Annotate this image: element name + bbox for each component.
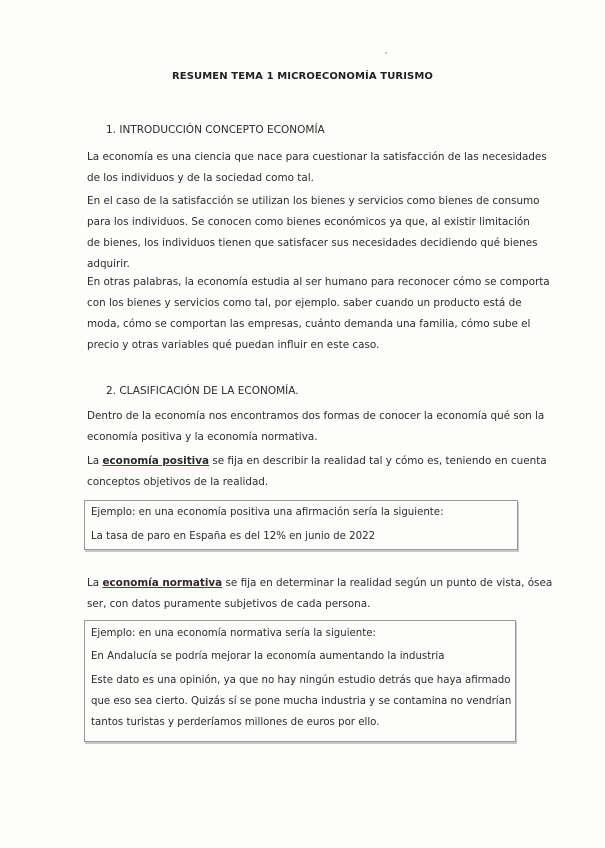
normativa-paragraph (87, 573, 553, 615)
prefix-text: La (87, 577, 103, 589)
definition-text: se fija en determinar la realidad según un punto de vista, ósea (222, 577, 553, 589)
document-title: RESUMEN TEMA 1 MICROECONOMÍA TURISMO (171, 71, 433, 82)
section-1-heading: 1. INTRODUCCIÓN CONCEPTO ECONOMÍA (106, 124, 325, 136)
example-box-normativa (84, 620, 516, 742)
section-2-paragraph-1 (87, 406, 545, 448)
section-1-paragraph-1 (87, 147, 547, 189)
section-1-paragraph-2 (87, 191, 540, 275)
definition-text: se fija en describir la realidad tal y cómo es, teniendo en cuenta (209, 455, 547, 467)
section-1-paragraph-3 (87, 272, 550, 356)
paragraph-line: ser, con datos puramente subjetivos de cada persona. (87, 598, 371, 610)
example-explanation-line: Este dato es una opinión, ya que no hay ningún estudio detrás que haya afirmado (91, 675, 511, 686)
paragraph-line (87, 573, 553, 594)
paragraph-line: precio y otras variables qué puedan influir en este caso. (87, 339, 380, 351)
term-economia-positiva: economía positiva (102, 455, 210, 467)
paragraph-line: conceptos objetivos de la realidad. (87, 476, 269, 488)
positiva-paragraph (87, 451, 547, 493)
paragraph-line: para los individuos. Se conocen como bienes económicos ya que, al existir limitación (87, 216, 530, 228)
paragraph-line: Dentro de la economía nos encontramos dos formas de conocer la economía qué son la (87, 410, 545, 422)
paragraph-line (87, 451, 547, 472)
scan-speck (385, 52, 387, 54)
example-statement: En Andalucía se podría mejorar la economía aumentando la industria (91, 651, 445, 662)
paragraph-line: En otras palabras, la economía estudia al ser humano para reconocer cómo se comporta (87, 276, 550, 288)
paragraph-line: adquirir. (87, 258, 130, 270)
paragraph-line: En el caso de la satisfacción se utilizan los bienes y servicios como bienes de consumo (87, 195, 540, 207)
example-label: Ejemplo: en una economía positiva una afirmación sería la siguiente: (91, 507, 444, 518)
example-label: Ejemplo: en una economía normativa sería la siguiente: (91, 628, 376, 639)
paragraph-line: moda, cómo se comportan las empresas, cuánto demanda una familia, cómo sube el (87, 318, 531, 330)
example-box-positiva (84, 500, 518, 550)
paragraph-line: La economía es una ciencia que nace para cuestionar la satisfacción de las necesidades (87, 151, 547, 163)
term-economia-normativa: economía normativa (102, 577, 223, 589)
example-explanation-line: tantos turistas y perderíamos millones de euros por ello. (91, 717, 380, 728)
example-explanation-line: que eso sea cierto. Quizás sí se pone mucha industria y se contamina no vendrían (91, 696, 512, 707)
paragraph-line: de los individuos y de la sociedad como tal. (87, 172, 314, 184)
paragraph-line: economía positiva y la economía normativa. (87, 431, 318, 443)
prefix-text: La (87, 455, 103, 467)
example-statement: La tasa de paro en España es del 12% en junio de 2022 (91, 531, 376, 542)
paragraph-line: con los bienes y servicios como tal, por ejemplo. saber cuando un producto está de (87, 297, 522, 309)
section-2-heading: 2. CLASIFICACIÓN DE LA ECONOMÍA. (106, 385, 299, 397)
paragraph-line: de bienes, los individuos tienen que satisfacer sus necesidades decidiendo qué bienes (87, 237, 538, 249)
